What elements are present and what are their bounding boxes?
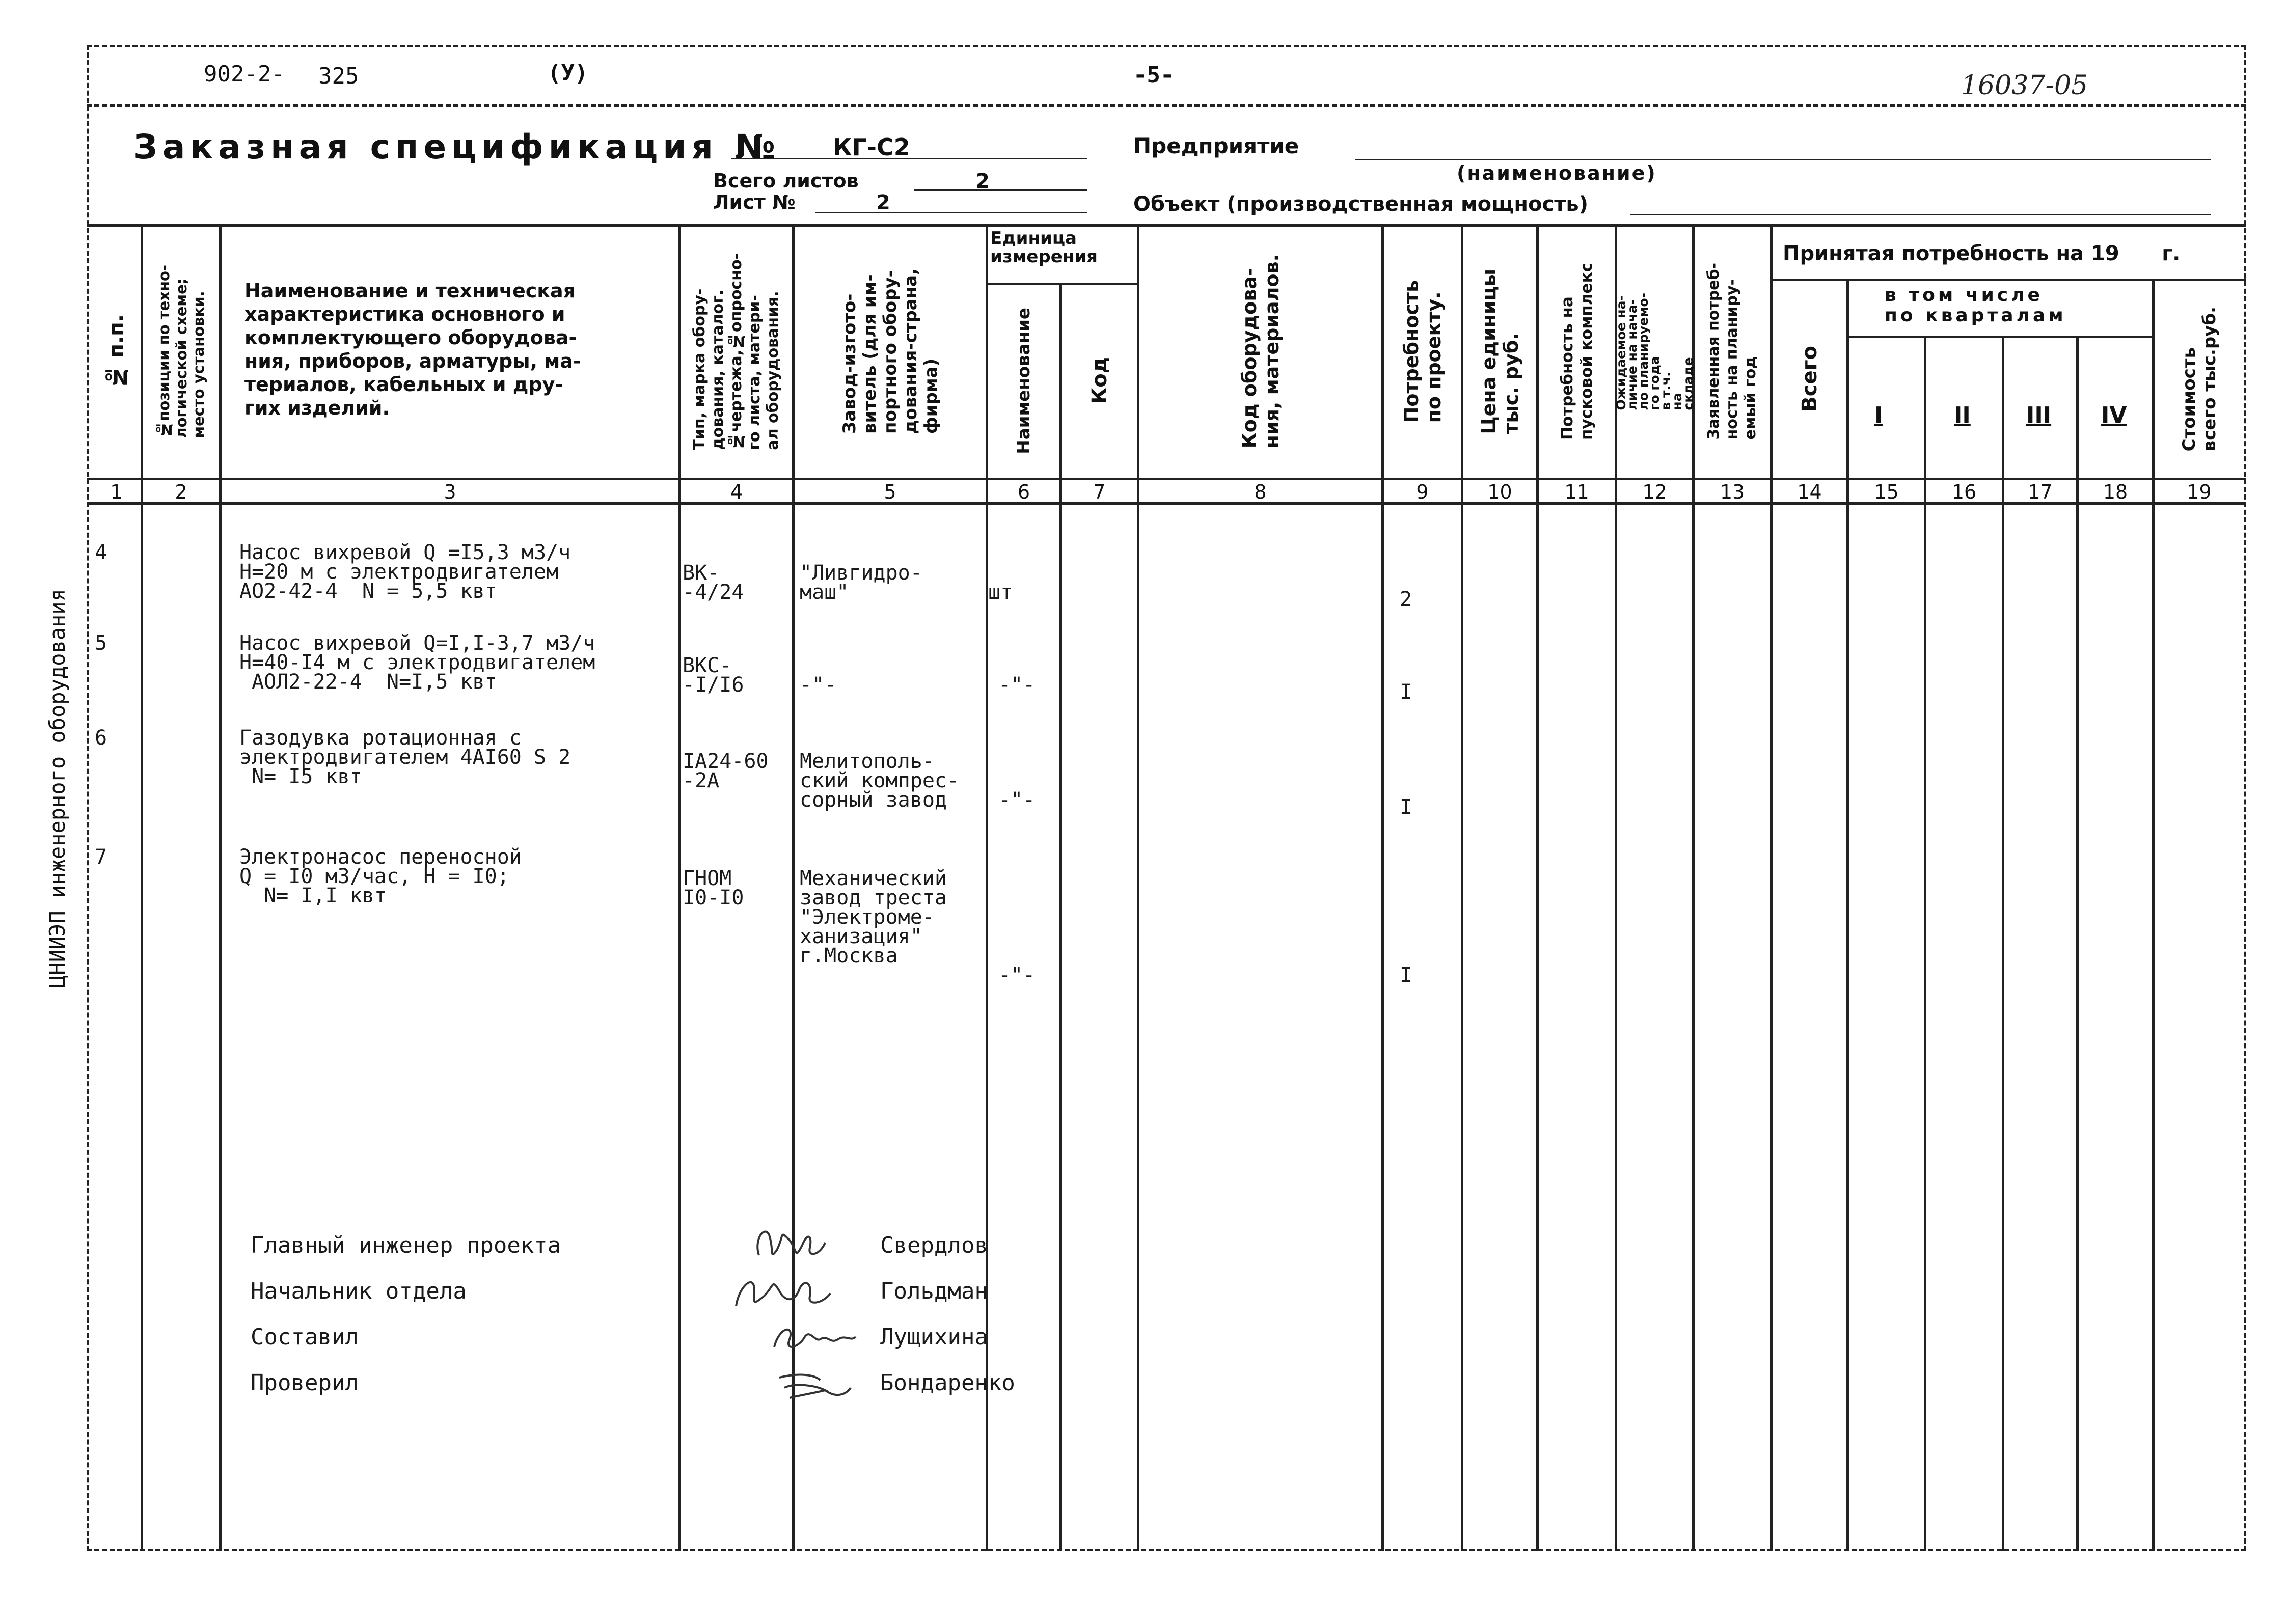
project-code: 902-2- [204, 61, 285, 87]
sheets-total-label: Всего листов [713, 170, 859, 192]
signature-name: Лущихина [880, 1324, 988, 1350]
column-number: 15 [1874, 481, 1899, 503]
item-type: ВКС- -I/I6 [683, 654, 744, 697]
item-type: ГНОМ I0-I0 [683, 867, 744, 910]
sheet-number: 2 [876, 191, 890, 214]
item-unit: -"- [998, 788, 1036, 812]
accepted-group-line [1770, 279, 2246, 281]
item-manufacturer: -"- [800, 673, 837, 697]
top-divider [87, 104, 2246, 107]
quarter-group-line [1846, 336, 2152, 338]
header-col-14: Всего [1798, 346, 1821, 412]
col-line-16 [2002, 336, 2004, 1551]
row-number: 5 [95, 631, 107, 655]
object-line [1630, 214, 2211, 215]
row-number: 6 [95, 726, 107, 750]
header-col-18: IV [2101, 402, 2127, 428]
sheets-total: 2 [975, 170, 990, 193]
enterprise-line [1355, 159, 2211, 160]
item-description: Электронасос переносной Q = I0 м3/час, Н = I0; N= I,I квт [239, 845, 522, 907]
header-col-16: II [1954, 402, 1971, 428]
object-label: Объект (производственная мощность) [1133, 192, 1588, 216]
column-number: 18 [2103, 481, 2128, 503]
header-col-3: Наименование и техническая характеристика основного и комплектующего оборудова- ния, приборов, арматуры, ма- териалов, кабельных и дру- гих изделий. [244, 280, 581, 419]
item-unit: -"- [998, 964, 1036, 987]
signature-role: Начальник отдела [251, 1278, 467, 1304]
header-divider [87, 478, 2246, 480]
column-number: 1 [110, 481, 123, 503]
row-number: 4 [95, 541, 107, 564]
column-number: 14 [1797, 481, 1822, 503]
page-number: -5- [1133, 62, 1174, 88]
signature-name: Гольдман [880, 1278, 988, 1304]
col-line-2 [219, 224, 222, 1551]
column-number: 13 [1720, 481, 1745, 503]
header-col-5: Завод-изгото- витель (для им- портного обору- дования-страна, фирма) [839, 268, 941, 434]
handwritten-signature [774, 1367, 856, 1408]
column-number: 10 [1487, 481, 1512, 503]
signature-name: Свердлов [880, 1232, 988, 1258]
column-number: 9 [1416, 481, 1429, 503]
sheet-label: Лист № [713, 191, 796, 213]
col-line-14 [1846, 279, 1849, 1551]
unit-group-line [986, 283, 1137, 285]
enterprise-label: Предприятие [1133, 133, 1299, 158]
item-description: Насос вихревой Q=I,I-3,7 м3/ч Н=40-I4 м с электродвигателем АОЛ2-22-4 N=I,5 квт [239, 631, 595, 694]
spec-number: КГ-С2 [833, 133, 910, 161]
header-col-1: № п.п. [104, 314, 128, 389]
col-line-17 [2076, 336, 2079, 1551]
header-col-15: I [1874, 402, 1883, 428]
column-number: 17 [2028, 481, 2053, 503]
column-number: 12 [1642, 481, 1667, 503]
column-number: 4 [730, 481, 743, 503]
header-col-11: Потребность на пусковой комплекс [1558, 262, 1596, 440]
header-accepted-group: Принятая потребность на 19 г. [1783, 242, 2181, 265]
sheet-number-line [815, 212, 1087, 213]
header-col-6: Наименование [1014, 307, 1034, 454]
side-organization-label: ЦНИИЭП инженерного оборудования [45, 589, 70, 988]
header-col-8: Код оборудова- ния, материалов. [1238, 254, 1283, 449]
item-quantity: 2 [1400, 588, 1412, 611]
col-line-15 [1924, 336, 1926, 1551]
signature-role: Составил [251, 1324, 359, 1350]
signature-name: Бондаренко [880, 1370, 1015, 1396]
column-number: 11 [1564, 481, 1589, 503]
header-col-13: Заявленная потреб- ность на планиру- емый год [1705, 263, 1759, 440]
header-col-17: III [2026, 402, 2052, 428]
item-manufacturer: Механический завод треста "Электроме- ханизация" г.Москва [800, 867, 947, 968]
handwritten-signature [749, 1220, 851, 1265]
project-marker: (У) [548, 60, 588, 86]
document-number: 16037-05 [1961, 70, 2088, 101]
spec-number-line [731, 158, 1087, 159]
column-number: 2 [175, 481, 187, 503]
project-number: 325 [318, 63, 359, 89]
header-col-9: Потребность по проекту. [1400, 280, 1445, 423]
header-quarters-group: в том числе по кварталам [1885, 285, 2066, 326]
item-manufacturer: "Ливгидро- маш" [800, 561, 922, 604]
item-description: Насос вихревой Q =I5,3 м3/ч Н=20 м с электродвигателем АО2-42-4 N = 5,5 квт [239, 541, 571, 603]
signature-role: Проверил [251, 1370, 359, 1396]
handwritten-signature [769, 1316, 861, 1357]
handwritten-signature [728, 1268, 840, 1314]
sheets-total-line [914, 189, 1087, 191]
item-quantity: I [1400, 795, 1412, 819]
item-unit: -"- [998, 673, 1036, 697]
header-col-2: №позиции по техно- логической схеме; место установки. [155, 264, 207, 438]
item-type: IА24-60 -2А [683, 750, 769, 792]
item-manufacturer: Мелитополь- ский компрес- сорный завод [800, 750, 960, 812]
column-number: 6 [1017, 481, 1030, 503]
row-number: 7 [95, 845, 107, 869]
item-unit: шт [988, 581, 1013, 604]
header-col-4: Тип, марка обору- дования, каталог. №чертежа,№опросно- го листа, матери- ал оборудования. [691, 253, 782, 450]
column-number: 16 [1951, 481, 1977, 503]
header-col-19: Стоимость всего тыс.руб. [2179, 306, 2220, 452]
item-description: Газодувка ротационная с электродвигателем 4АI60 S 2 N= I5 квт [239, 726, 571, 788]
spec-title: Заказная спецификация № [133, 127, 781, 167]
column-number: 8 [1254, 481, 1267, 503]
item-type: ВК- -4/24 [683, 561, 744, 604]
item-quantity: I [1400, 964, 1412, 987]
header-unit-group: Единица измерения [990, 228, 1098, 267]
naming-label: (наименование) [1457, 162, 1657, 184]
item-quantity: I [1400, 680, 1412, 704]
column-number: 19 [2187, 481, 2212, 503]
column-number: 5 [884, 481, 896, 503]
header-col-7: Код [1087, 357, 1111, 404]
header-col-10: Цена единицы тыс. руб. [1477, 268, 1522, 434]
header-col-12: Ожидаемое на- личие на нача- ло планируемо- го года в т.ч. на складе [1613, 292, 1696, 410]
column-number: 7 [1093, 481, 1106, 503]
column-number: 3 [444, 481, 456, 503]
signature-role: Главный инженер проекта [251, 1232, 561, 1258]
